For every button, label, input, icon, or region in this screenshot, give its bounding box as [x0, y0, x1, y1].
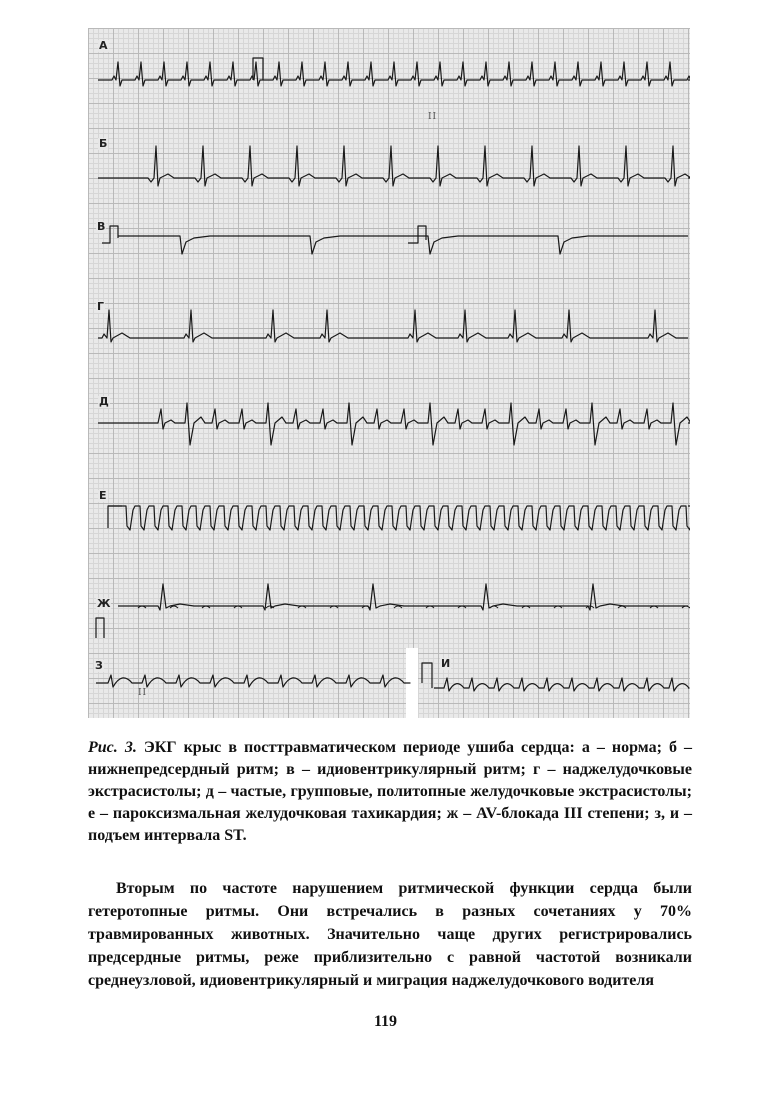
ecg-trace-e — [108, 506, 690, 530]
lead-label-i: И — [441, 657, 451, 670]
ecg-trace-v — [118, 236, 688, 254]
ecg-trace-g — [98, 310, 688, 342]
lead-mark-z: II — [138, 688, 148, 698]
body-paragraph: Вторым по частоте нарушением ритмической функции сердца были гетеротопные ритмы. Они встречались в разных сочетаниях у 70% травмированных животных. Значительно чаще других регистрировались предсердные ритмы, реже приблизительно с равной частотой возникали среднеузловой, идиовентрикулярный и миграция наджелудочкового водителя — [88, 880, 692, 989]
ecg-trace-d — [98, 403, 690, 445]
lead-label-g: Г — [97, 300, 105, 313]
page-number: 119 — [373, 1013, 398, 1030]
lead-label-z: З — [95, 659, 103, 672]
lead-mark-a: II — [428, 112, 438, 122]
ecg-traces — [88, 28, 690, 718]
figure-caption — [88, 737, 692, 847]
caption-figure-label: Рис. 3. — [88, 739, 137, 756]
ecg-trace-a — [98, 62, 690, 86]
ecg-trace-zh — [118, 584, 688, 610]
calibration-zh — [96, 618, 104, 638]
ecg-figure — [88, 28, 690, 718]
calibration-e — [108, 506, 122, 528]
ecg-trace-z — [96, 675, 410, 687]
lead-label-b: Б — [99, 137, 108, 150]
lead-label-zh: Ж — [97, 597, 111, 610]
ecg-trace-i — [434, 678, 689, 691]
lead-label-a: А — [99, 39, 108, 52]
p-wave-zh — [394, 606, 402, 608]
lead-label-d: Д — [99, 395, 109, 408]
calibration-i — [422, 663, 432, 688]
lead-label-v: В — [97, 220, 106, 233]
calibration-v2 — [408, 226, 426, 243]
lead-label-e: Е — [99, 489, 107, 502]
ecg-trace-b — [98, 146, 690, 186]
caption-text: ЭКГ крыс в посттравматическом периоде ушиба сердца: а – норма; б – нижнепредсердный ритм; в – идиовентрикулярный ритм; г – наджелудочковые экстрасистолы; д – частые, групповые, политопные желудочковые экстрасистолы; е – пароксизмальная желудочковая тахикардия; ж – AV-блокада III степени; з, и – подъем интервала ST. — [88, 739, 693, 844]
